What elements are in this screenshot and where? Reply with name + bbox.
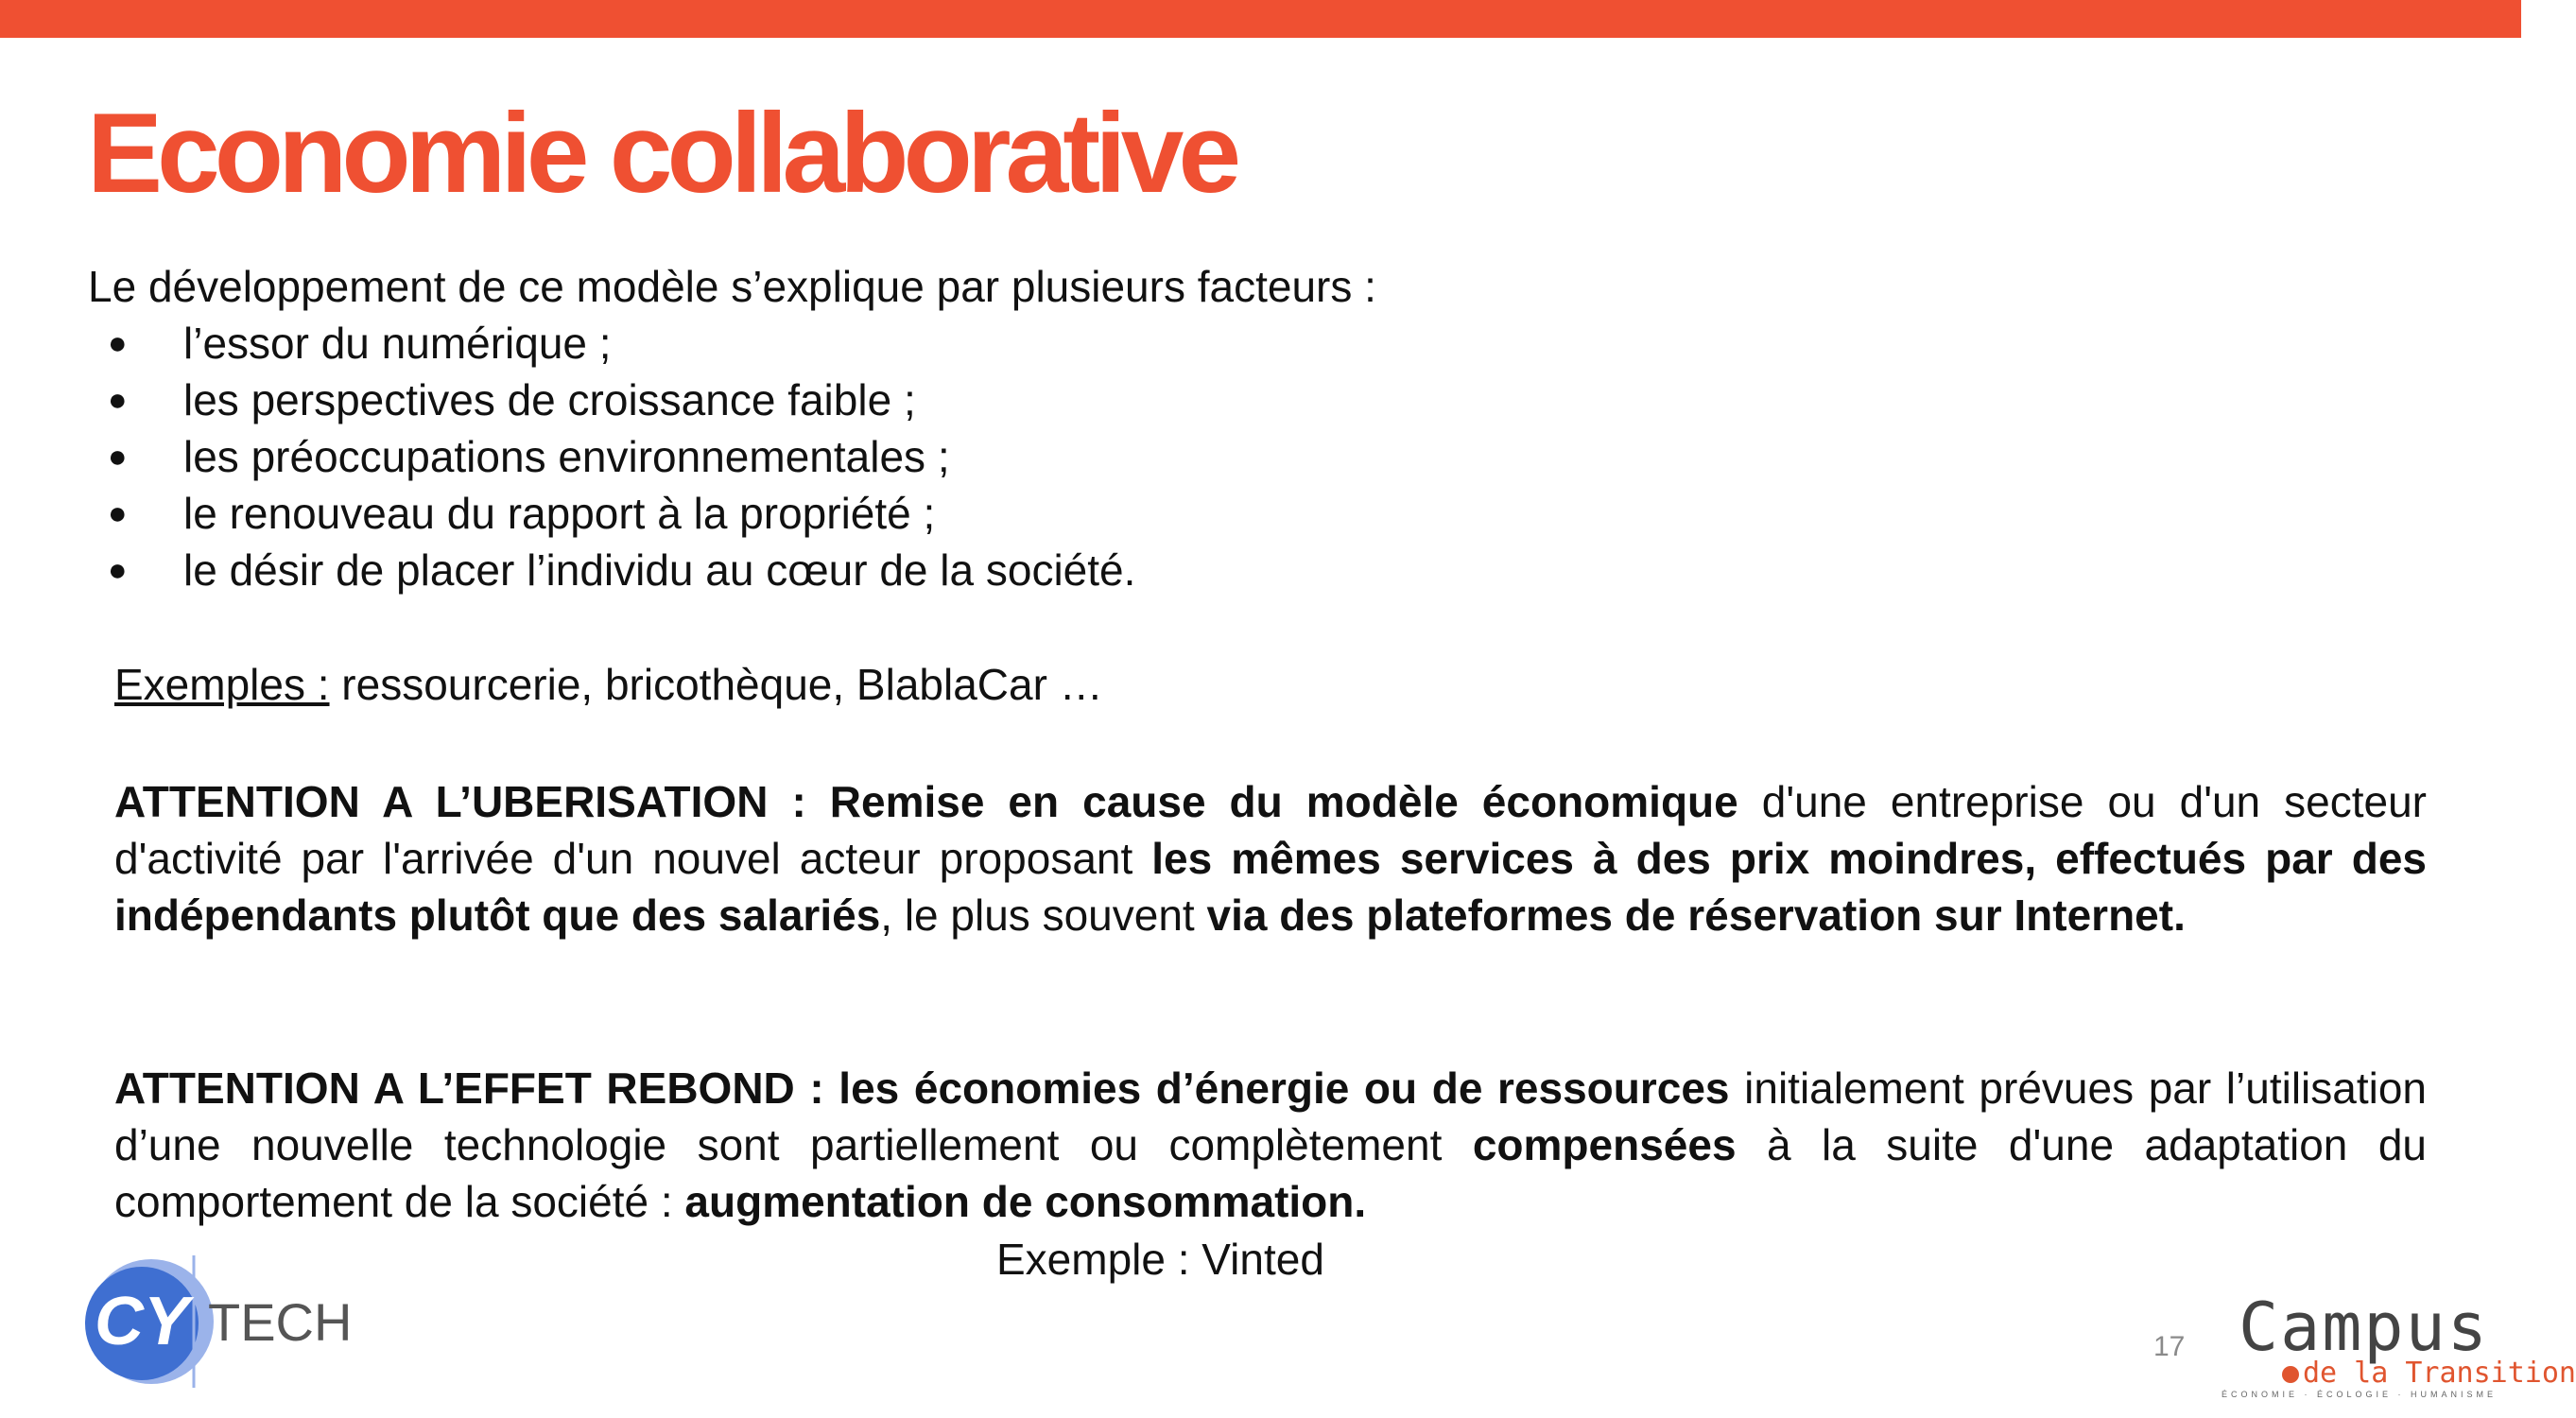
factors-list [104, 315, 1135, 598]
intro-text: Le développement de ce modèle s’explique par plusieurs facteurs : [88, 262, 1376, 311]
campus-logo-subtitle-text: de la Transition [2303, 1357, 2576, 1390]
rebond-text-2: à la suite d'une adaptation du comportement de la société : [114, 1120, 2427, 1226]
examples-text: ressourcerie, bricothèque, BlablaCar … [329, 660, 1103, 709]
rebond-bold-1: ATTENTION A L’EFFET REBOND : les économies d’énergie ou de ressources [114, 1064, 1730, 1113]
bullet-icon: ● [108, 439, 128, 475]
list-item [104, 428, 1135, 485]
factor-text: le renouveau du rapport à la propriété ; [183, 489, 936, 538]
list-item [104, 485, 1135, 542]
campus-logo-subtitle [2282, 1357, 2576, 1390]
campus-transition-logo [2222, 1288, 2576, 1405]
uberisation-paragraph [114, 773, 2427, 943]
cy-tech-logo [76, 1246, 359, 1397]
factor-text: les préoccupations environnementales ; [183, 432, 950, 481]
rebond-bold-2: compensées [1472, 1120, 1737, 1169]
list-item [104, 372, 1135, 428]
rebond-paragraph [114, 1060, 2427, 1230]
uberisation-text-1: d'une entreprise ou d'un secteur d'activité par l'arrivée d'un nouvel acteur proposant [114, 777, 2428, 883]
uberisation-bold-3: via des plateformes de réservation sur Internet. [1206, 891, 2186, 940]
bullet-icon: ● [108, 325, 128, 361]
factor-text: les perspectives de croissance faible ; [183, 375, 916, 424]
examples-line [114, 656, 1103, 713]
bullet-icon: ● [108, 382, 128, 418]
list-item [104, 542, 1135, 598]
rebond-text-1: initialement prévues par l’utilisation d’une nouvelle technologie sont partiellement ou complètement [114, 1064, 2428, 1169]
uberisation-bold-2: les mêmes services à des prix moindres, effectués par des indépendants plutôt que des salariés [114, 834, 2427, 940]
examples-label: Exemples : [114, 660, 330, 709]
campus-logo-tagline: ÉCONOMIE · ÉCOLOGIE · HUMANISME [2222, 1390, 2498, 1399]
uberisation-bold-1: ATTENTION A L’UBERISATION : Remise en cause du modèle économique [114, 777, 1738, 826]
factor-text: le désir de placer l’individu au cœur de la société. [183, 545, 1136, 595]
vinted-example: Exemple : Vinted [996, 1235, 1324, 1284]
cy-logo-text: TECH [208, 1292, 353, 1352]
rebond-bold-3: augmentation de consommation. [684, 1177, 1367, 1226]
factor-text: l’essor du numérique ; [183, 319, 612, 368]
campus-dot-icon [2282, 1366, 2299, 1383]
cy-logo-mark: CY [94, 1284, 190, 1359]
bullet-icon: ● [108, 552, 128, 588]
list-item [104, 315, 1135, 372]
uberisation-text-2: , le plus souvent [880, 891, 1207, 940]
bullet-icon: ● [108, 495, 128, 531]
slide-title: Economie collaborative [87, 90, 1236, 216]
campus-logo-word: Campus [2239, 1288, 2489, 1366]
page-number: 17 [2153, 1331, 2186, 1362]
top-accent-bar [0, 0, 2521, 38]
